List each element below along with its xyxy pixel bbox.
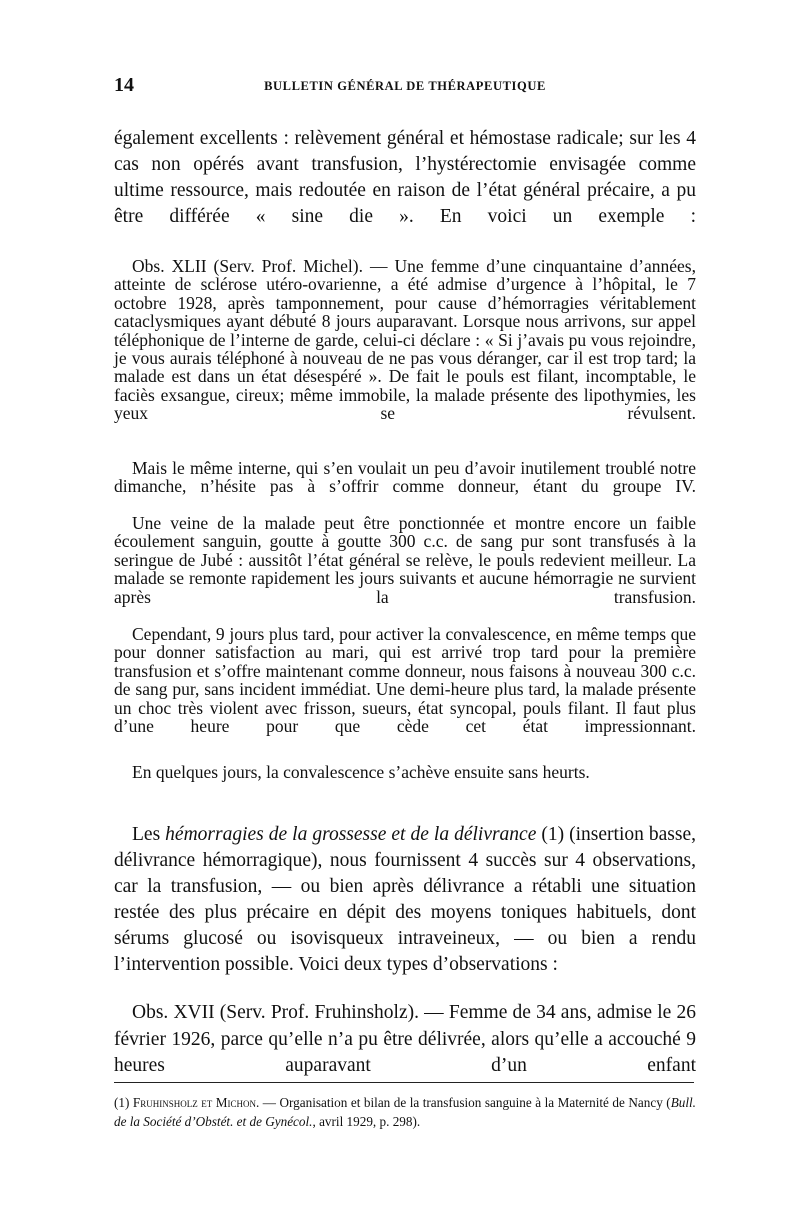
observation-42-paragraph: Mais le même interne, qui s’en voulait un peu d’avoir inutilement troublé notre dimanche, n’hésite pas à s’offrir comme donneur, étant du groupe IV.: [114, 458, 696, 497]
observation-42-paragraph: Obs. XLII (Serv. Prof. Michel). — Une femme d’une cinquantaine d’années, atteinte de sclérose utéro-ovarienne, a été admise d’urgence à l’hôpital, le 7 octobre 1928, après tamponnement, pour cause d’hémorragies véritablement cataclysmiques ayant débuté 8 jours auparavant. Lorsque nous arrivons, sur appel téléphonique de l’interne de garde, celui-ci déclare : « Si j’avais pu vous rejoindre, je vous aurais téléphoné à nouveau de ne pas vous déranger, car il est trop tard; la malade est dans un état désespéré ». De fait le pouls est filant, incomptable, le faciès exsangue, cireux; même immobile, la malade présente des lipothymies, les yeux se révulsent.: [114, 256, 696, 424]
paragraph-intro: également excellents : relèvement général et hémostase radicale; sur les 4 cas non opérés avant transfusion, l’hystérectomie envisagée comme ultime ressource, mais redoutée en raison de l’état général précaire, a pu être différée « sine die ». En voici un exemple :: [114, 128, 696, 227]
journal-title: BULLETIN GÉNÉRAL DE THÉRAPEUTIQUE: [264, 79, 546, 93]
observation-17-paragraph: Obs. XVII (Serv. Prof. Fruhinsholz). — Femme de 34 ans, admise le 26 février 1926, parce qu’elle n’a pu être délivrée, alors qu’elle a accouché 9 heures auparavant d’un enfant: [114, 1002, 696, 1076]
paragraph-hemorrhages: [114, 822, 696, 978]
observation-42-paragraph: Une veine de la malade peut être ponctionnée et montre encore un faible écoulement sanguin, goutte à goutte 300 c.c. de sang pur sont transfusés à la seringue de Jubé : aussitôt l’état général se relève, le pouls redevient meilleur. La malade se remonte rapidement les jours suivants et aucune hémorragie ne survient après la transfusion.: [114, 513, 696, 607]
footnote-rule: [114, 1082, 694, 1083]
footnote-citation: , avril 1929, p. 298).: [312, 1114, 421, 1129]
footnote-marker: (1): [114, 1095, 133, 1110]
paragraph-hemorrhages-lead: Les: [132, 824, 166, 845]
paragraph-hemorrhages-topic: hémorragies de la grossesse et de la délivrance: [165, 824, 537, 845]
footnote-authors: Fruhinsholz et Michon.: [132, 1095, 260, 1110]
observation-42-paragraph: En quelques jours, la convalescence s’achève ensuite sans heurts.: [132, 762, 590, 782]
observation-42-paragraph: Cependant, 9 jours plus tard, pour activer la convalescence, en même temps que pour donner satisfaction au mari, qui est arrivé trop tard pour la première transfusion et s’offre maintenant comme donneur, nous faisons à nouveau 300 c.c. de sang pur, sans incident immédiat. Une demi-heure plus tard, la malade présente un choc très violent avec frisson, sueurs, état syncopal, pouls filant. Il faut plus d’une heure pour que cède cet état impressionnant.: [114, 624, 696, 737]
running-head: [114, 74, 696, 98]
footnote: [114, 1093, 696, 1131]
footnote-text: — Organisation et bilan de la transfusion sanguine à la Maternité de Nancy (: [259, 1095, 671, 1110]
footnote-journal: Bull. de la Société d’Obstét. et de Gynécol.: [114, 1095, 696, 1129]
page-number: 14: [114, 74, 134, 96]
paragraph-hemorrhages-text: (1) (insertion basse, délivrance hémorragique), nous fournissent 4 succès sur 4 observations, car la transfusion, — ou bien après délivrance a rétabli une situation restée des plus précaire en dépit des moyens toniques habituels, dont sérums glucosé ou isovisqueux intraveineux, — ou bien a rendu l’intervention possible. Voici deux types d’observations :: [114, 824, 696, 975]
